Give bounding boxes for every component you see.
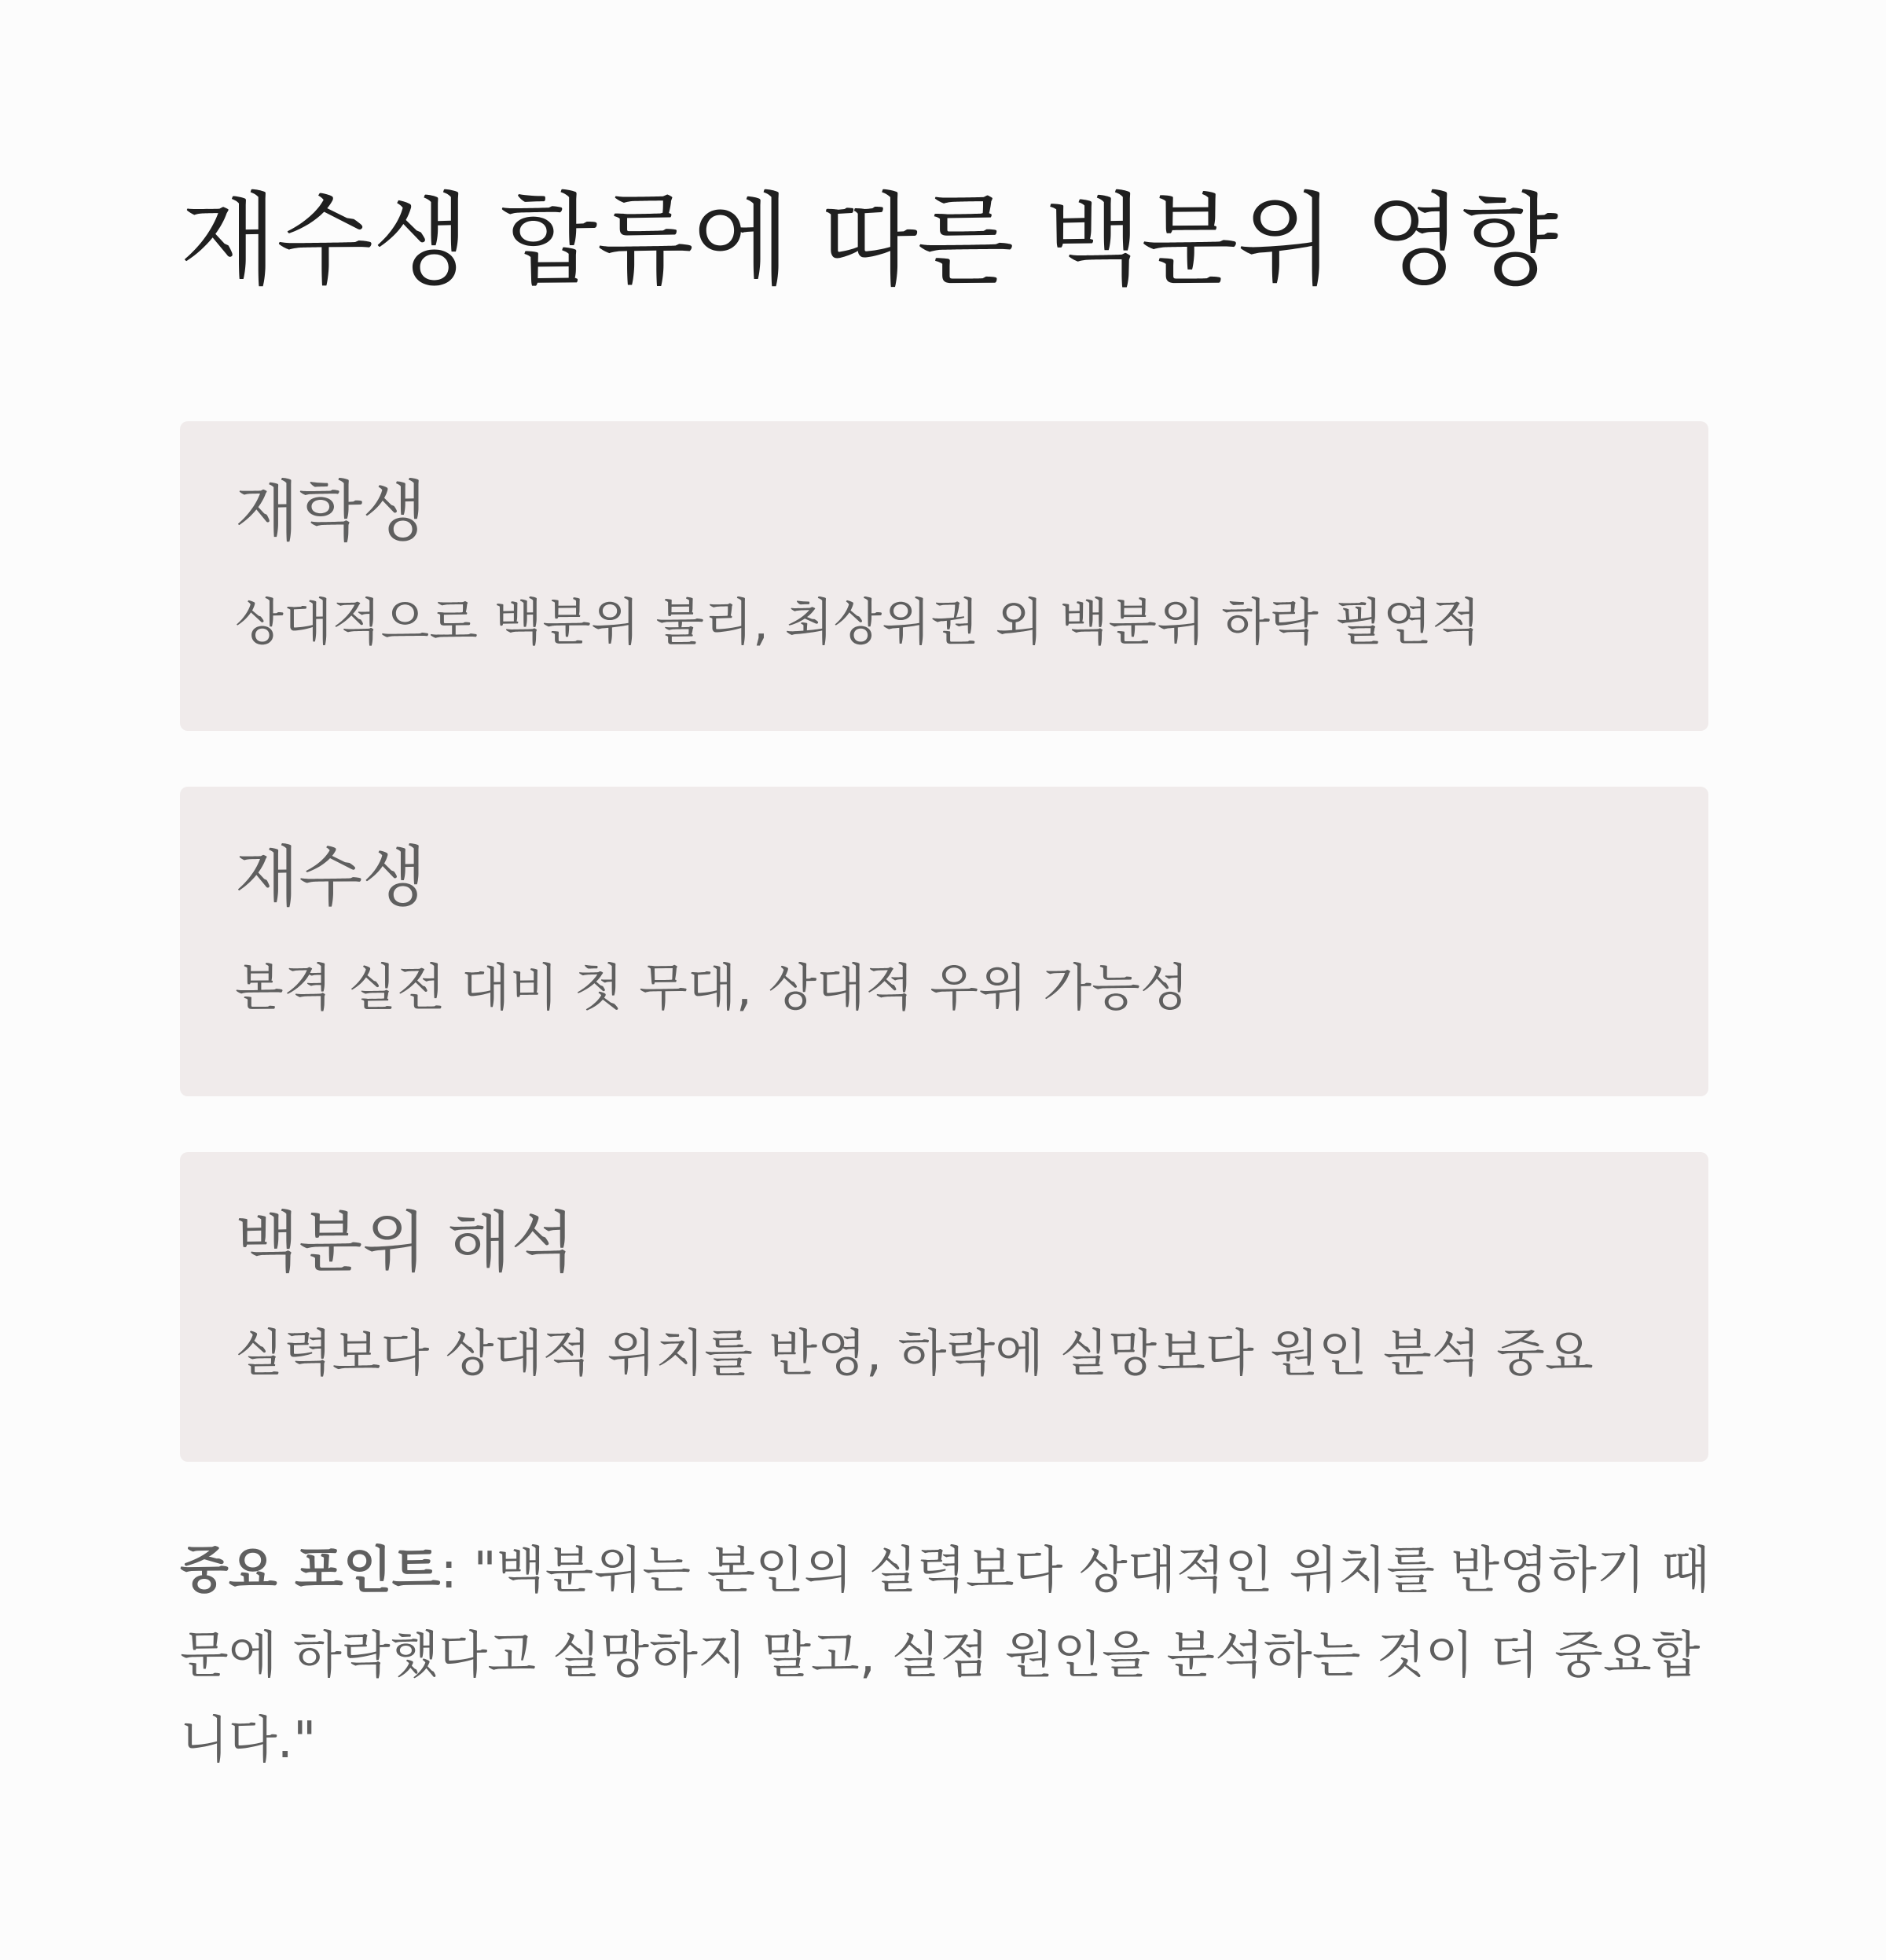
note-text: "백분위는 본인의 실력보다 상대적인 위치를 반영하기 때문에 하락했다고 실망하지 말고, 실점 원인을 분석하는 것이 더 중요합니다." [180, 1542, 1710, 1770]
info-card-repeat-students [180, 787, 1708, 1096]
note-label: 중요 포인트 [180, 1542, 441, 1600]
card-heading: 백분위 해석 [235, 1204, 575, 1281]
card-description: 상대적으로 백분위 불리, 최상위권 외 백분위 하락 필연적 [235, 594, 1481, 652]
note-separator: : [440, 1542, 474, 1600]
important-note [180, 1529, 1720, 1783]
card-heading: 재수생 [235, 839, 427, 916]
card-description: 실력보다 상대적 위치를 반영, 하락에 실망보다 원인 분석 중요 [235, 1325, 1594, 1383]
card-heading: 재학생 [235, 473, 427, 550]
page-title: 재수생 합류에 따른 백분위 영향 [180, 182, 1558, 299]
info-card-percentile-interpretation [180, 1152, 1708, 1462]
info-card-current-students [180, 421, 1708, 731]
card-description: 본격 실전 대비 첫 무대, 상대적 우위 가능성 [235, 960, 1189, 1018]
